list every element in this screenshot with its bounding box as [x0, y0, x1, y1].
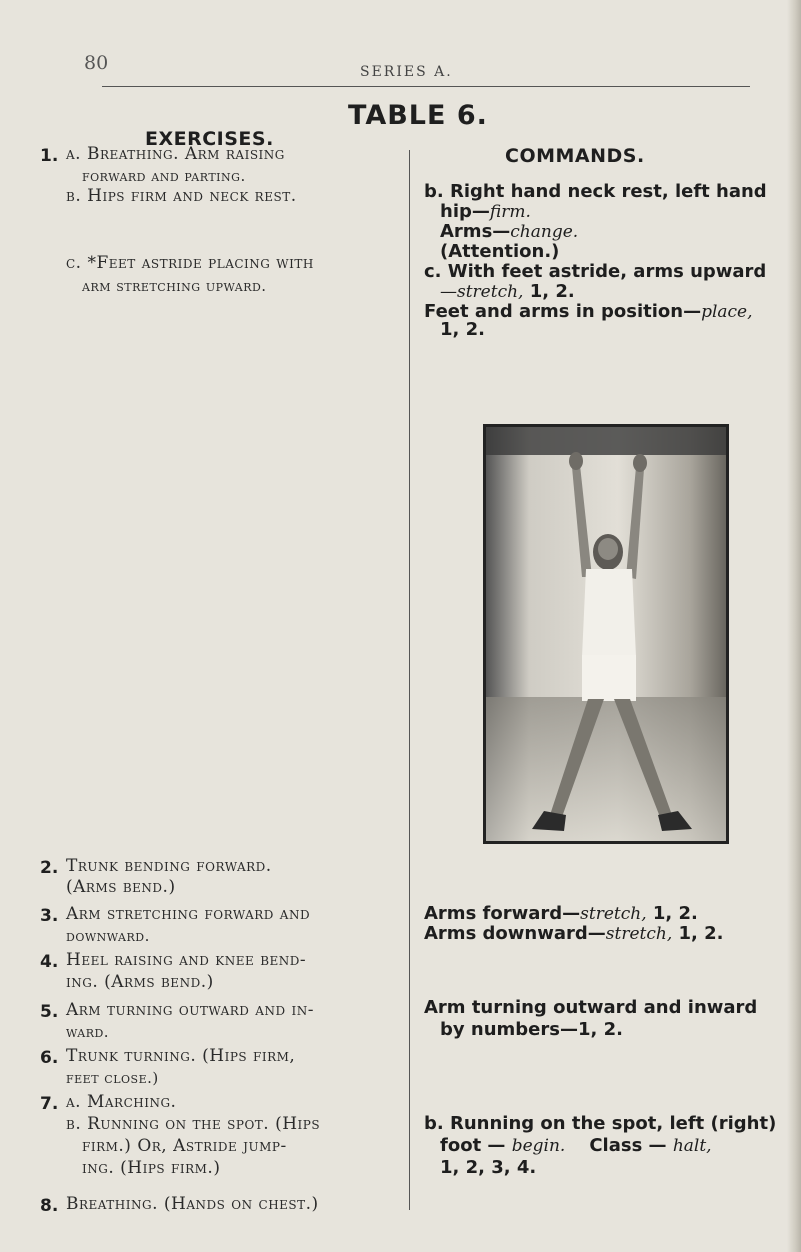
exercise-line: forward and parting.	[82, 167, 246, 185]
exercise-line: (Arms bend.)	[66, 877, 176, 897]
exercise-line: a. Breathing. Arm raising	[66, 144, 285, 164]
exercises-heading: EXERCISES.	[145, 128, 274, 150]
exercise-line: a. Marching.	[66, 1092, 177, 1112]
command-line: foot — begin. Class — halt,	[440, 1135, 712, 1156]
command-line: 1, 2.	[440, 319, 485, 340]
table-title: TABLE 6.	[348, 100, 488, 131]
exercise-line: Arm stretching forward and	[66, 904, 311, 924]
exercise-line: ward.	[66, 1023, 110, 1041]
exercise-line: firm.) Or, Astride jump-	[82, 1136, 287, 1156]
exercise-line: Arm turning outward and in-	[66, 1000, 314, 1020]
exercise-line: Trunk turning. (Hips firm,	[66, 1046, 296, 1066]
exercise-line: b. Hips firm and neck rest.	[66, 186, 297, 206]
command-line: Arms downward—stretch, 1, 2.	[424, 923, 724, 944]
figure-illustration	[486, 427, 726, 841]
command-line: Arm turning outward and inward	[424, 997, 758, 1018]
exercise-line: ing. (Arms bend.)	[66, 972, 214, 992]
exercise-line: downward.	[66, 927, 150, 945]
exercise-number: 7.	[40, 1094, 59, 1114]
exercise-line: Heel raising and knee bend-	[66, 950, 307, 970]
header-rule	[102, 86, 750, 87]
exercise-line: b. Running on the spot. (Hips	[66, 1114, 321, 1134]
exercise-number: 8.	[40, 1196, 59, 1216]
exercise-line: Trunk bending forward.	[66, 856, 272, 876]
page-edge	[787, 0, 801, 1252]
exercise-line: Breathing. (Hands on chest.)	[66, 1194, 319, 1214]
command-line: by numbers—1, 2.	[440, 1019, 623, 1040]
exercise-number: 4.	[40, 952, 59, 972]
command-line: c. With feet astride, arms upward	[424, 261, 767, 282]
exercise-line: ing. (Hips firm.)	[82, 1158, 221, 1178]
exercise-line: c. *Feet astride placing with	[66, 253, 314, 273]
exercise-number: 6.	[40, 1048, 59, 1068]
exercise-number: 1.	[40, 146, 59, 166]
command-line: b. Running on the spot, left (right)	[424, 1113, 777, 1134]
exercise-number: 5.	[40, 1002, 59, 1022]
running-header: SERIES A.	[360, 64, 453, 80]
exercise-photograph	[483, 424, 729, 844]
column-divider	[409, 150, 410, 1210]
page-number: 80	[84, 52, 109, 74]
command-line: Arms—change.	[440, 221, 579, 242]
exercise-line: arm stretching upward.	[82, 277, 267, 295]
command-line: hip—firm.	[440, 201, 531, 222]
commands-heading: COMMANDS.	[505, 145, 645, 167]
exercise-number: 2.	[40, 858, 59, 878]
command-line: Feet and arms in position—place,	[424, 301, 753, 322]
exercise-line: feet close.)	[66, 1069, 159, 1087]
exercise-number: 3.	[40, 906, 59, 926]
command-line: Arms forward—stretch, 1, 2.	[424, 903, 698, 924]
command-line: (Attention.)	[440, 241, 560, 262]
command-line: b. Right hand neck rest, left hand	[424, 181, 767, 202]
command-line: —stretch, 1, 2.	[440, 281, 575, 302]
command-line: 1, 2, 3, 4.	[440, 1157, 537, 1178]
